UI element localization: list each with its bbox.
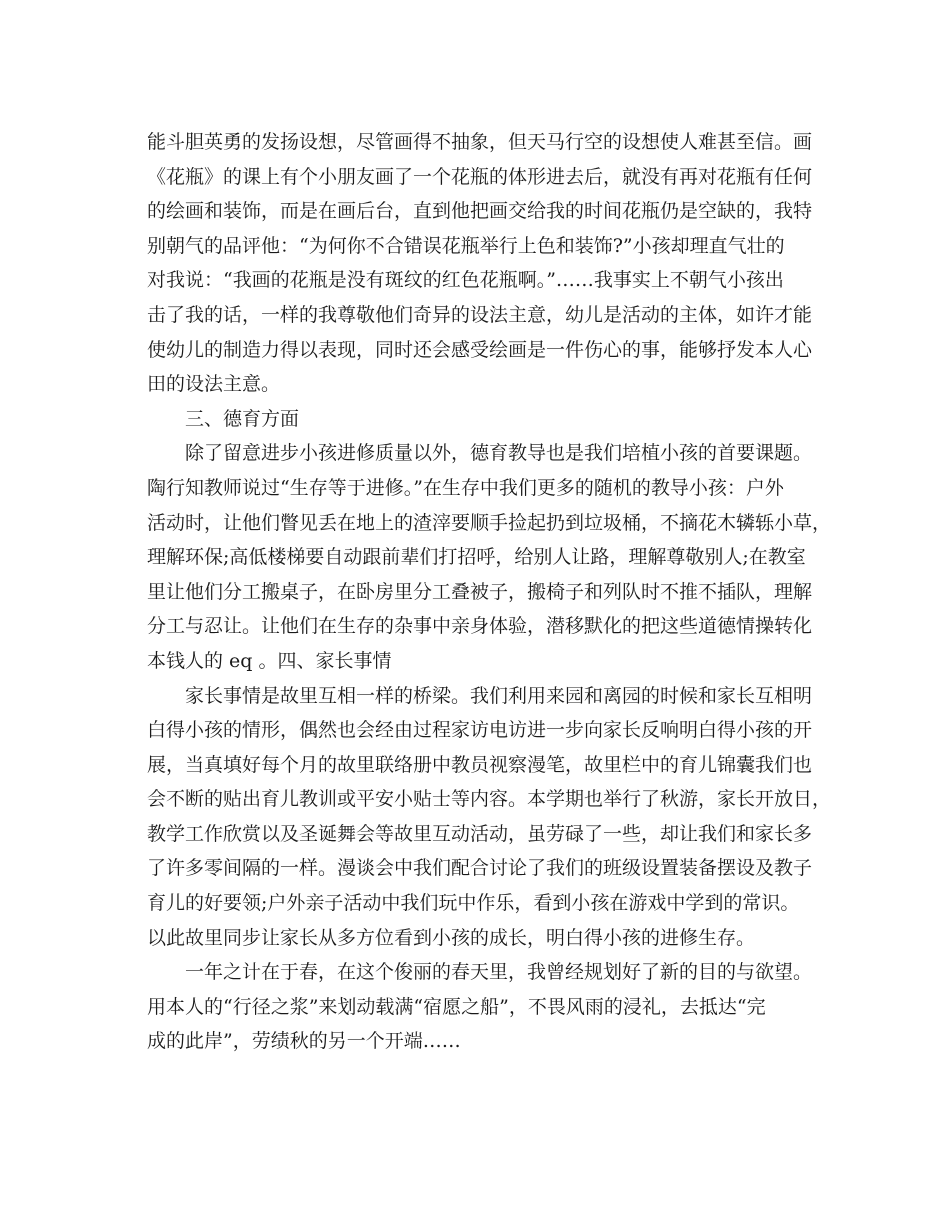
text-line: 的绘画和装饰，而是在画后台，直到他把画交给我的时间花瓶仍是空缺的，我特 [147, 200, 813, 223]
text-line: 三、德育方面 [185, 407, 300, 430]
text-line: 展，当真填好每个月的故里联络册中教员视察漫笔，故里栏中的育儿锦囊我们也 [147, 753, 813, 776]
text-line: 使幼儿的制造力得以表现，同时还会感受绘画是一件伤心的事，能够抒发本人心 [147, 338, 813, 361]
text-line: 教学工作欣赏以及圣诞舞会等故里互动活动，虽劳碌了一些，却让我们和家长多 [147, 822, 813, 845]
text-line: 一年之计在于春，在这个俊丽的春天里，我曾经规划好了新的目的与欲望。 [185, 961, 813, 984]
text-line: 白得小孩的情形，偶然也会经由过程家访电访进一步向家长反响明白得小孩的开 [147, 719, 813, 742]
text-line: 《花瓶》的课上有个小朋友画了一个花瓶的体形进去后，就没有再对花瓶有任何 [147, 165, 813, 188]
text-line: 了许多零间隔的一样。漫谈会中我们配合讨论了我们的班级设置装备摆设及教子 [147, 857, 813, 880]
text-line: 能斗胆英勇的发扬设想，尽管画得不抽象，但天马行空的设想使人难甚至信。画 [147, 131, 813, 153]
text-line: 会不断的贴出育儿教训或平安小贴士等内容。本学期也举行了秋游，家长开放日， [147, 788, 832, 811]
text-line: 本钱人的 eq 。四、家长事情 [147, 649, 392, 672]
text-line: 家长事情是故里互相一样的桥梁。我们利用来园和离园的时候和家长互相明 [185, 684, 813, 707]
text-line: 以此故里同步让家长从多方位看到小孩的成长，明白得小孩的进修生存。 [147, 926, 756, 949]
text-line: 活动时，让他们瞥见丢在地上的渣滓要顺手捡起扔到垃圾桶，不摘花木辚轹小草， [147, 511, 832, 534]
text-line: 用本人的“行径之浆”来划动载满“宿愿之船”，不畏风雨的浸礼，去抵达“完 [147, 995, 766, 1018]
text-line: 击了我的话，一样的我尊敬他们奇异的设法主意，幼儿是活动的主体，如许才能 [147, 303, 813, 326]
text-line: 对我说：“我画的花瓶是没有斑纹的红色花瓶啊。”……我事实上不朝气小孩出 [147, 269, 784, 292]
text-line: 育儿的好要领;户外亲子活动中我们玩中作乐，看到小孩在游戏中学到的常识。 [147, 892, 800, 915]
text-line: 理解环保;高低楼梯要自动跟前辈们打招呼，给别人让路，理解尊敬别人;在教室 [147, 546, 806, 569]
text-line: 别朝气的品评他：“为何你不合错误花瓶举行上色和装饰?”小孩却理直气壮的 [147, 234, 785, 257]
text-line: 陶行知教师说过“生存等于进修。”在生存中我们更多的随机的教导小孩：户外 [147, 476, 784, 499]
document-body [147, 125, 832, 1059]
text-line: 分工与忍让。让他们在生存的杂事中亲身体验，潜移默化的把这些道德情操转化 [147, 615, 813, 638]
text-line: 成的此岸”，劳绩秋的另一个开端…… [147, 1030, 461, 1053]
text-line: 除了留意进步小孩进修质量以外，德育教导也是我们培植小孩的首要课题。 [185, 442, 813, 465]
text-line: 里让他们分工搬桌子，在卧房里分工叠被子，搬椅子和列队时不推不插队，理解 [147, 580, 813, 603]
text-line: 田的设法主意。 [147, 373, 281, 396]
